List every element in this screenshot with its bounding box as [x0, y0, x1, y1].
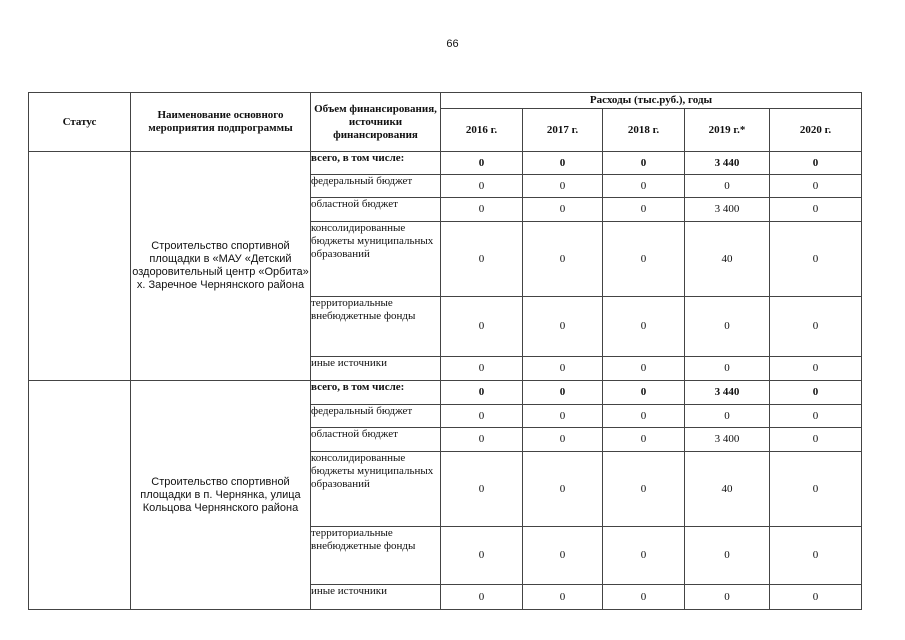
- value-cell: 0: [770, 452, 862, 527]
- value-cell: 3 440: [685, 381, 770, 405]
- value-cell: 0: [441, 405, 523, 428]
- value-cell: 0: [770, 152, 862, 175]
- value-cell: 0: [523, 405, 603, 428]
- value-cell: 0: [685, 405, 770, 428]
- value-cell: 0: [441, 452, 523, 527]
- value-cell: 0: [603, 357, 685, 381]
- value-cell: 0: [523, 357, 603, 381]
- value-cell: 0: [770, 222, 862, 297]
- source-label: федеральный бюджет: [311, 405, 441, 428]
- value-cell: 0: [523, 198, 603, 222]
- value-cell: 0: [603, 452, 685, 527]
- source-label: иные источники: [311, 357, 441, 381]
- status-cell: [29, 152, 131, 381]
- value-cell: 3 400: [685, 428, 770, 452]
- source-label: территориальные внебюджетные фонды: [311, 527, 441, 585]
- value-cell: 0: [523, 297, 603, 357]
- value-cell: 0: [441, 585, 523, 610]
- value-cell: 0: [685, 357, 770, 381]
- value-cell: 0: [441, 222, 523, 297]
- header-year-2018: 2018 г.: [603, 109, 685, 152]
- header-year-2019: 2019 г.*: [685, 109, 770, 152]
- value-cell: 0: [523, 222, 603, 297]
- value-cell: 0: [770, 297, 862, 357]
- value-cell: 0: [685, 527, 770, 585]
- value-cell: 0: [441, 357, 523, 381]
- page-number: 66: [446, 38, 459, 50]
- value-cell: 0: [441, 527, 523, 585]
- header-name: Наименование основного мероприятия подпрограммы: [131, 93, 311, 152]
- header-year-2016: 2016 г.: [441, 109, 523, 152]
- value-cell: 0: [603, 297, 685, 357]
- source-label: всего, в том числе:: [311, 381, 441, 405]
- table-row: [29, 381, 862, 405]
- value-cell: 0: [441, 381, 523, 405]
- value-cell: 0: [770, 198, 862, 222]
- value-cell: 0: [603, 585, 685, 610]
- value-cell: 0: [770, 175, 862, 198]
- value-cell: 0: [685, 585, 770, 610]
- table-row: [29, 152, 862, 175]
- value-cell: 0: [770, 428, 862, 452]
- value-cell: 40: [685, 452, 770, 527]
- value-cell: 0: [685, 297, 770, 357]
- source-label: областной бюджет: [311, 428, 441, 452]
- value-cell: 0: [441, 198, 523, 222]
- value-cell: 0: [603, 405, 685, 428]
- value-cell: 0: [603, 381, 685, 405]
- value-cell: 3 440: [685, 152, 770, 175]
- budget-table: [28, 92, 862, 610]
- value-cell: 0: [770, 381, 862, 405]
- source-label: иные источники: [311, 585, 441, 610]
- value-cell: 40: [685, 222, 770, 297]
- value-cell: 0: [603, 198, 685, 222]
- value-cell: 3 400: [685, 198, 770, 222]
- value-cell: 0: [603, 428, 685, 452]
- source-label: областной бюджет: [311, 198, 441, 222]
- value-cell: 0: [603, 152, 685, 175]
- value-cell: 0: [685, 175, 770, 198]
- measure-name: Строительство спортивной площадки в п. Чернянка, улица Кольцова Чернянского района: [131, 381, 311, 610]
- measure-name: Строительство спортивной площадки в «МАУ «Детский оздоровительный центр «Орбита» х. Заречное Чернянского района: [131, 152, 311, 381]
- value-cell: 0: [770, 357, 862, 381]
- value-cell: 0: [603, 175, 685, 198]
- source-label: всего, в том числе:: [311, 152, 441, 175]
- header-expenses: Расходы (тыс.руб.), годы: [441, 93, 862, 109]
- value-cell: 0: [523, 527, 603, 585]
- value-cell: 0: [441, 152, 523, 175]
- value-cell: 0: [523, 381, 603, 405]
- value-cell: 0: [441, 175, 523, 198]
- source-label: федеральный бюджет: [311, 175, 441, 198]
- value-cell: 0: [770, 405, 862, 428]
- source-label: территориальные внебюджетные фонды: [311, 297, 441, 357]
- status-cell: [29, 381, 131, 610]
- value-cell: 0: [523, 175, 603, 198]
- value-cell: 0: [441, 297, 523, 357]
- header-year-2020: 2020 г.: [770, 109, 862, 152]
- value-cell: 0: [603, 527, 685, 585]
- source-label: консолидированные бюджеты муниципальных образований: [311, 222, 441, 297]
- header-year-2017: 2017 г.: [523, 109, 603, 152]
- header-volume: Объем финансирования, источники финансирования: [311, 93, 441, 152]
- value-cell: 0: [523, 452, 603, 527]
- value-cell: 0: [523, 428, 603, 452]
- value-cell: 0: [523, 152, 603, 175]
- header-status: Статус: [29, 93, 131, 152]
- value-cell: 0: [603, 222, 685, 297]
- value-cell: 0: [770, 527, 862, 585]
- value-cell: 0: [523, 585, 603, 610]
- source-label: консолидированные бюджеты муниципальных образований: [311, 452, 441, 527]
- value-cell: 0: [441, 428, 523, 452]
- value-cell: 0: [770, 585, 862, 610]
